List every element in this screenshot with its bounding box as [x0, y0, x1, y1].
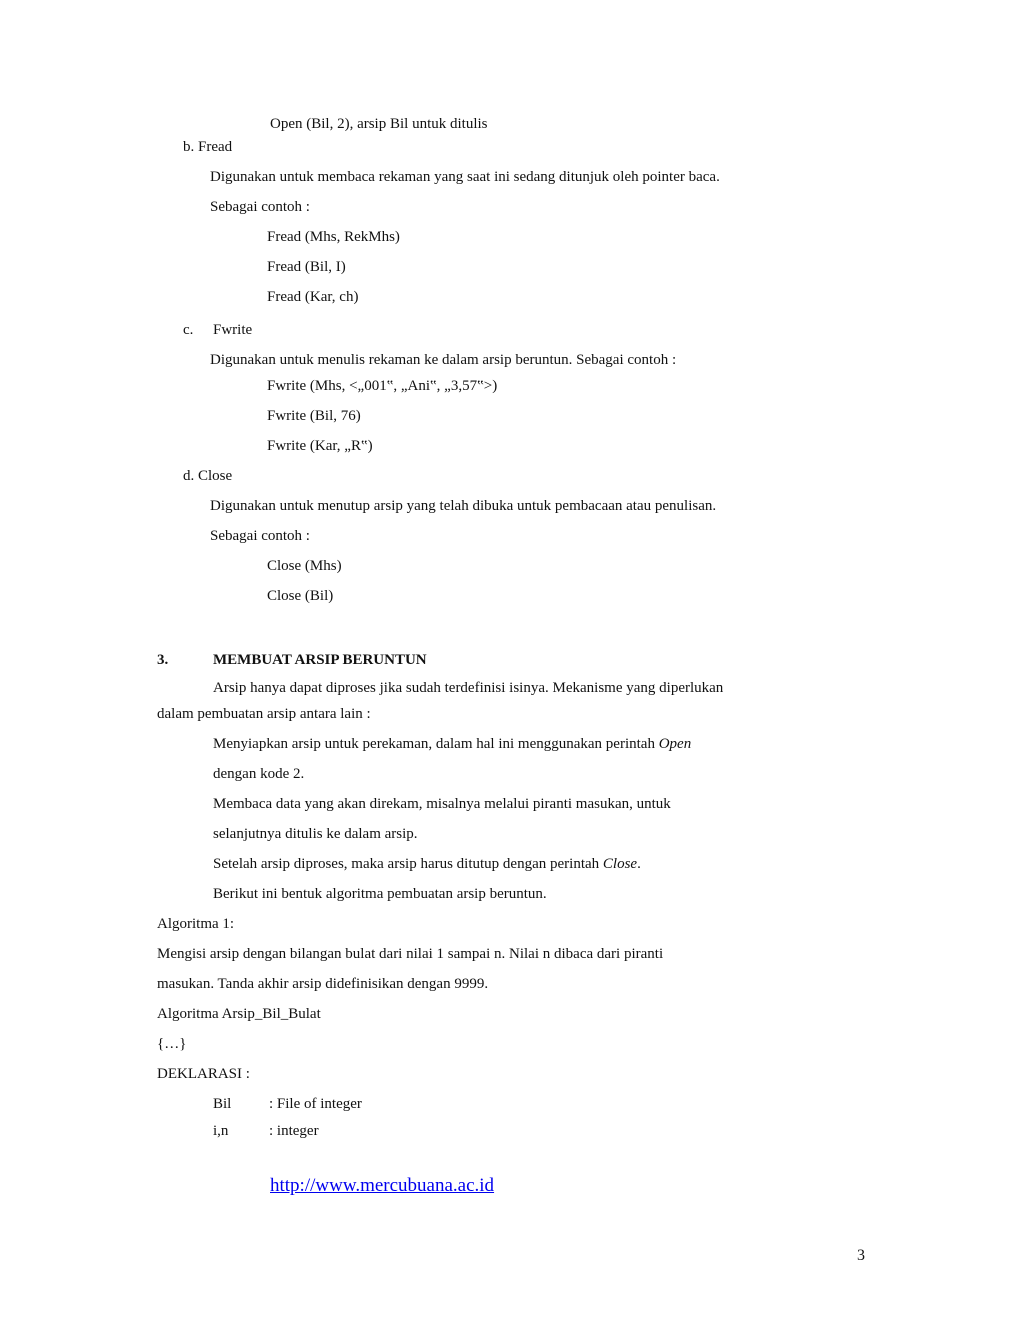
close-example-intro: Sebagai contoh : [210, 528, 310, 544]
fread-example-2: Fread (Bil, I) [267, 259, 346, 275]
step-1-line-2: dengan kode 2. [213, 766, 305, 782]
page-number: 3 [857, 1247, 865, 1264]
close-heading: d. Close [183, 468, 233, 484]
step-3-emphasis: Close [602, 856, 638, 872]
step-2-line-1: Membaca data yang akan direkam, misalnya melalui piranti masukan, untuk [213, 796, 671, 812]
algorithm-description-line-2: masukan. Tanda akhir arsip didefinisikan dengan 9999. [157, 976, 489, 992]
step-3 [213, 855, 641, 873]
section-title: MEMBUAT ARSIP BERUNTUN [213, 652, 427, 668]
close-description: Digunakan untuk menutup arsip yang telah dibuka untuk pembacaan atau penulisan. [210, 498, 717, 514]
footer-url-link[interactable]: http://www.mercubuana.ac.id [270, 1175, 495, 1196]
fread-example-1: Fread (Mhs, RekMhs) [267, 229, 400, 245]
step-1-emphasis: Open [658, 736, 692, 752]
open-example: Open (Bil, 2), arsip Bil untuk ditulis [270, 116, 488, 132]
fread-example-3: Fread (Kar, ch) [267, 289, 359, 305]
step-3-text: Setelah arsip diproses, maka arsip harus ditutup dengan perintah [213, 856, 603, 872]
step-1-line-1 [213, 735, 691, 753]
fwrite-letter: c. [183, 322, 194, 338]
step-1-text: Menyiapkan arsip untuk perekaman, dalam hal ini menggunakan perintah [213, 736, 659, 752]
close-example-2: Close (Bil) [267, 588, 334, 604]
declaration-name: i,n [213, 1123, 229, 1139]
fwrite-heading: Fwrite [213, 322, 253, 338]
section-paragraph-line-2: dalam pembuatan arsip antara lain : [157, 706, 371, 722]
algorithm-braces: {…} [157, 1036, 187, 1052]
section-number: 3. [157, 652, 169, 668]
fread-description: Digunakan untuk membaca rekaman yang saat ini sedang ditunjuk oleh pointer baca. [210, 169, 720, 185]
close-example-1: Close (Mhs) [267, 558, 342, 574]
algorithm-label: Algoritma 1: [157, 916, 235, 932]
fwrite-example-1: Fwrite (Mhs, <„001‟, „Ani‟, „3,57‟>) [267, 378, 498, 394]
fwrite-description: Digunakan untuk menulis rekaman ke dalam arsip beruntun. Sebagai contoh : [210, 352, 677, 368]
fwrite-example-2: Fwrite (Bil, 76) [267, 408, 361, 424]
section-paragraph-line-1: Arsip hanya dapat diproses jika sudah terdefinisi isinya. Mekanisme yang diperlukan [213, 680, 724, 696]
declaration-type: : integer [269, 1123, 319, 1139]
step-4: Berikut ini bentuk algoritma pembuatan arsip beruntun. [213, 886, 547, 902]
algorithm-description-line-1: Mengisi arsip dengan bilangan bulat dari nilai 1 sampai n. Nilai n dibaca dari piranti [157, 946, 664, 962]
declaration-name: Bil [213, 1096, 232, 1112]
fread-heading: b. Fread [183, 139, 233, 155]
step-3-end: . [637, 856, 641, 872]
fread-example-intro: Sebagai contoh : [210, 199, 310, 215]
algorithm-name: Algoritma Arsip_Bil_Bulat [157, 1006, 321, 1022]
fwrite-example-3: Fwrite (Kar, „R‟) [267, 438, 373, 454]
declaration-label: DEKLARASI : [157, 1066, 250, 1082]
step-2-line-2: selanjutnya ditulis ke dalam arsip. [213, 826, 418, 842]
declaration-type: : File of integer [269, 1096, 362, 1112]
